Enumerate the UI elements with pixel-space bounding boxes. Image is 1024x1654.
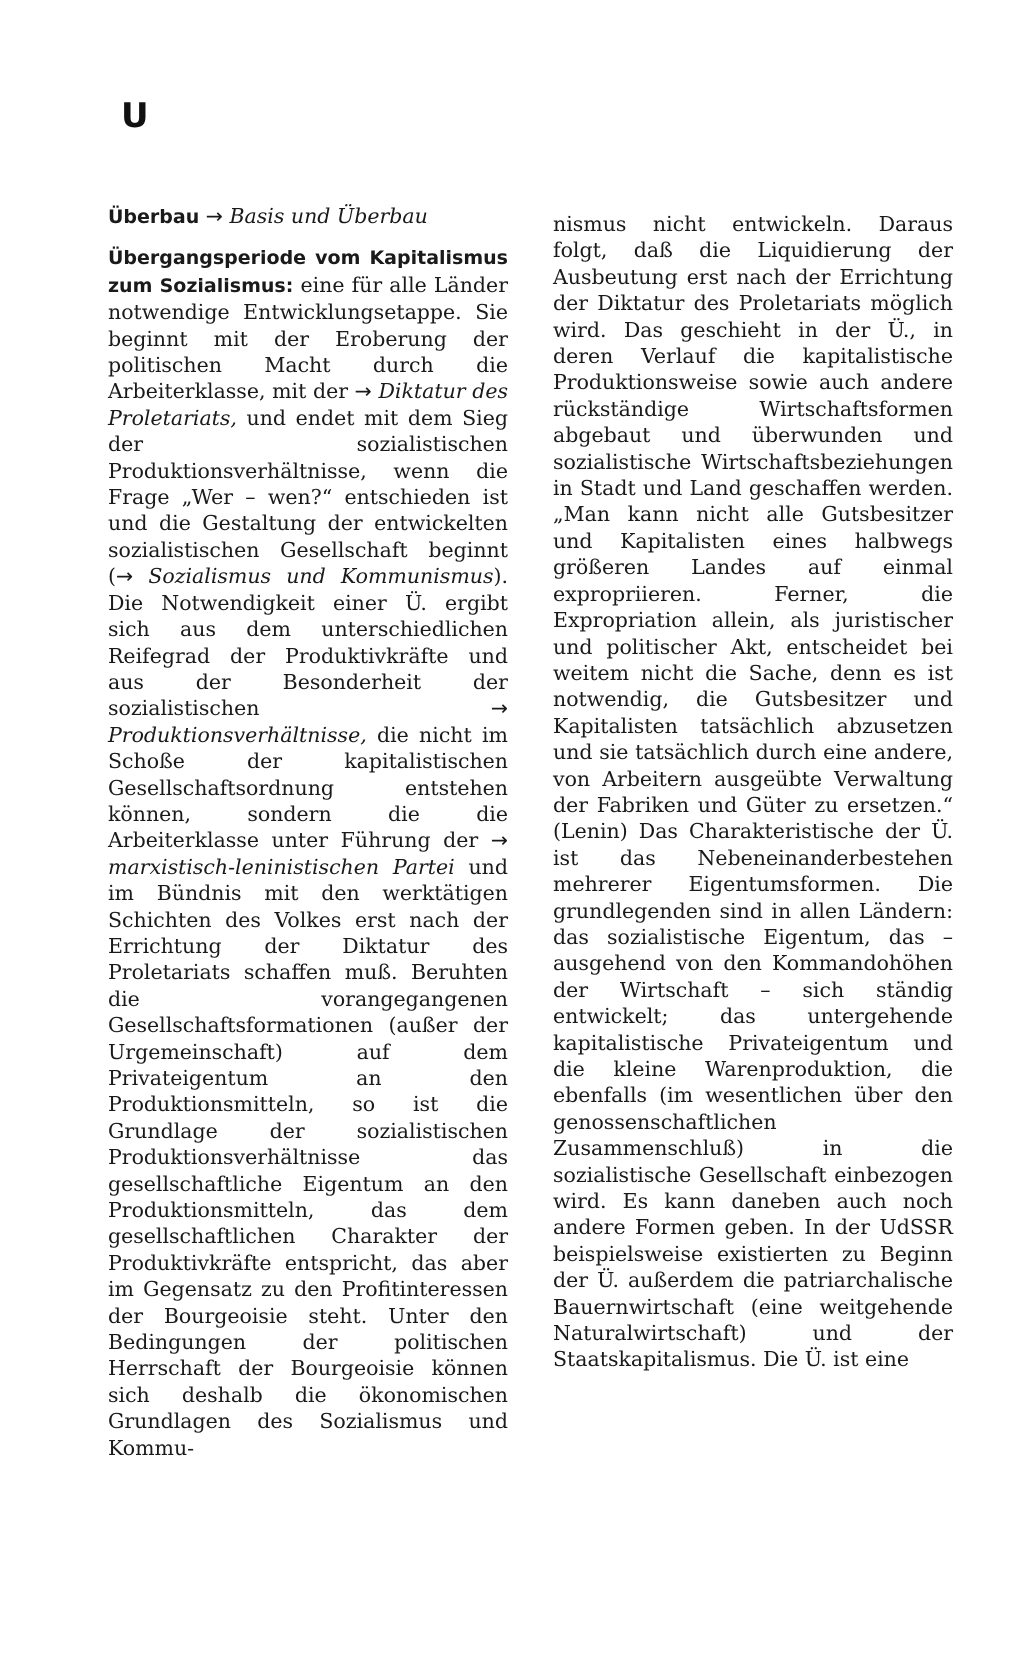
- cross-reference: Basis und Überbau: [229, 204, 428, 228]
- cross-reference: Produktionsverhältnisse,: [108, 722, 367, 747]
- left-column: [108, 203, 508, 1461]
- cross-reference-arrow-icon: →: [205, 204, 223, 228]
- entry-text: eine für alle Länder notwendige Entwicklungsetappe. Sie beginnt mit der Eroberung der politischen Macht durch die Arbeiterklasse, mit der: [108, 272, 508, 404]
- right-column: [553, 211, 953, 1373]
- entry-ueberbau: [108, 203, 508, 230]
- entry-term: Übergangsperiode vom Kapitalismus zum Sozialismus:: [108, 247, 508, 297]
- cross-reference: Diktatur des Proletariats,: [108, 379, 508, 430]
- entry-text: ). Die Notwendigkeit einer Ü. ergibt sich aus dem unterschiedlichen Reifegrad der Produktivkräfte und aus der Besonderheit der sozialistischen: [108, 564, 508, 721]
- cross-reference: Sozialismus und Kommunismus: [133, 564, 494, 589]
- cross-reference-arrow-icon: →: [490, 828, 508, 853]
- cross-reference-arrow-icon: →: [490, 696, 508, 721]
- section-letter: U: [121, 96, 149, 136]
- entry-text: die nicht im Schoße der kapitalistischen Gesellschaftsordnung entstehen können, sondern die die Arbeiterklasse unter Führung der: [108, 722, 508, 853]
- entry-term: Überbau: [108, 206, 200, 228]
- cross-reference-arrow-icon: →: [354, 379, 372, 404]
- entry-text: und im Bündnis mit den werktätigen Schichten des Volkes erst nach der Errichtung der Diktatur des Proletariats schaffen muß. Beruhten die vorangegangenen Gesellschaftsformationen (außer der Urgemeinschaft) auf dem Privateigentum an den Produktionsmitteln, so ist die Grundlage der sozialistischen Produktionsverhältnisse das gesellschaftliche Eigentum an den Produktionsmitteln, das dem gesellschaftlichen Charakter der Produktivkräfte entspricht, das aber im Gegensatz zu den Profitinteressen der Bourgeoisie steht. Unter den Bedingungen der politischen Herrschaft der Bourgeoisie können sich deshalb die ökonomischen Grundlagen des Sozialismus und Kommu-: [108, 854, 508, 1460]
- cross-reference: marxistisch-leninistischen Partei: [108, 854, 455, 879]
- entry-text: und endet mit dem Sieg der sozialistischen Produktionsverhältnisse, wenn die Frage „Wer – wen?“ entschieden ist und die Gestaltung der entwickelten sozialistischen Gesellschaft beginnt (: [108, 405, 508, 589]
- entry-uebergangsperiode: [108, 244, 508, 1461]
- entry-continuation: nismus nicht entwickeln. Daraus folgt, daß die Liquidierung der Ausbeutung erst nach der Errichtung der Diktatur des Proletariats möglich wird. Das geschieht in der Ü., in deren Verlauf die kapitalistische Produktionsweise sowie auch andere rückständige Wirtschaftsformen abgebaut und überwunden und sozialistische Wirtschaftsbeziehungen in Stadt und Land geschaffen werden. „Man kann nicht alle Gutsbesitzer und Kapitalisten eines halbwegs größeren Landes auf einmal expropriieren. Ferner, die Expropriation allein, als juristischer und politischer Akt, entscheidet bei weitem nicht die Sache, denn es ist notwendig, die Gutsbesitzer und Kapitalisten tatsächlich abzusetzen und sie tatsächlich durch eine andere, von Arbeitern ausgeübte Verwaltung der Fabriken und Güter zu ersetzen.“ (Lenin) Das Charakteristische der Ü. ist das Nebeneinanderbestehen mehrerer Eigentumsformen. Die grundlegenden sind in allen Ländern: das sozialistische Eigentum, das – ausgehend von den Kommandohöhen der Wirtschaft – sich ständig entwickelt; das untergehende kapitalistische Privateigentum und die kleine Warenproduktion, die ebenfalls (im wesentlichen über den genossenschaftlichen Zusammenschluß) in die sozialistische Gesellschaft einbezogen wird. Es kann daneben auch noch andere Formen geben. In der UdSSR beispielsweise existierten zu Beginn der Ü. außerdem die patriarchalische Bauernwirtschaft (eine weitgehende Naturalwirtschaft) und der Staatskapitalismus. Die Ü. ist eine: [553, 212, 953, 1372]
- cross-reference-arrow-icon: →: [116, 564, 134, 589]
